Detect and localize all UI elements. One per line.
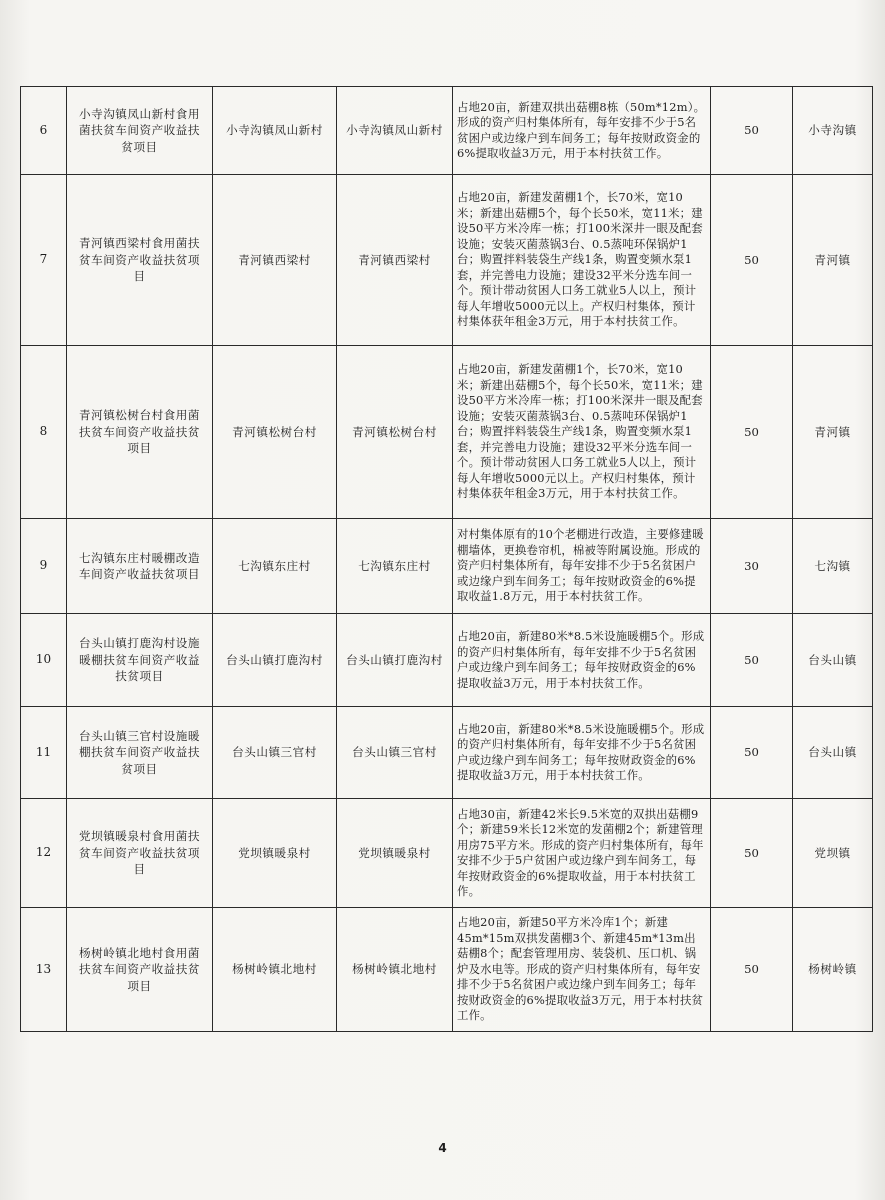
village-name: 杨树岭镇北地村 bbox=[213, 908, 337, 1032]
table-row bbox=[21, 908, 873, 1032]
village-name: 小寺沟镇凤山新村 bbox=[213, 87, 337, 175]
village-name: 党坝镇暖泉村 bbox=[213, 799, 337, 908]
fund-amount: 50 bbox=[711, 175, 793, 346]
table-row bbox=[21, 614, 873, 707]
table-row bbox=[21, 87, 873, 175]
row-number: 8 bbox=[21, 346, 67, 519]
responsible-town: 杨树岭镇 bbox=[793, 908, 873, 1032]
responsible-town: 青河镇 bbox=[793, 346, 873, 519]
fund-amount: 50 bbox=[711, 346, 793, 519]
fund-amount: 50 bbox=[711, 614, 793, 707]
responsible-town: 青河镇 bbox=[793, 175, 873, 346]
project-name: 青河镇松树台村食用菌扶贫车间资产收益扶贫项目 bbox=[67, 346, 213, 519]
project-name: 七沟镇东庄村暖棚改造车间资产收益扶贫项目 bbox=[67, 519, 213, 614]
project-name: 杨树岭镇北地村食用菌扶贫车间资产收益扶贫项目 bbox=[67, 908, 213, 1032]
row-number: 13 bbox=[21, 908, 67, 1032]
project-name: 青河镇西梁村食用菌扶贫车间资产收益扶贫项目 bbox=[67, 175, 213, 346]
village-name: 青河镇松树台村 bbox=[213, 346, 337, 519]
project-content: 占地30亩，新建42米长9.5米宽的双拱出菇棚9个；新建59米长12米宽的发菌棚2个；新建管理用房75平方米。形成的资产归村集体所有，每年安排不少于5户贫困户或边缘户到车间务工，每年按财政资金的6%提取收益，用于本村扶贫工作。 bbox=[453, 799, 711, 908]
project-content: 对村集体原有的10个老棚进行改造，主要修建暖棚墙体，更换卷帘机，棉被等附属设施。形成的资产归村集体所有，每年安排不少于5名贫困户或边缘户到车间务工；每年按财政资金的6%提取收益1.8万元，用于本村扶贫工作。 bbox=[453, 519, 711, 614]
village-name: 七沟镇东庄村 bbox=[213, 519, 337, 614]
row-number: 6 bbox=[21, 87, 67, 175]
row-number: 10 bbox=[21, 614, 67, 707]
village-name: 台头山镇三官村 bbox=[213, 707, 337, 799]
fund-amount: 30 bbox=[711, 519, 793, 614]
row-number: 12 bbox=[21, 799, 67, 908]
responsible-town: 台头山镇 bbox=[793, 707, 873, 799]
table-row bbox=[21, 799, 873, 908]
project-name: 台头山镇打鹿沟村设施暖棚扶贫车间资产收益扶贫项目 bbox=[67, 614, 213, 707]
row-number: 7 bbox=[21, 175, 67, 346]
responsible-town: 台头山镇 bbox=[793, 614, 873, 707]
owner-name: 青河镇西梁村 bbox=[337, 175, 453, 346]
project-content: 占地20亩，新建发菌棚1个，长70米，宽10米；新建出菇棚5个，每个长50米，宽11米；建设50平方米冷库一栋；打100米深井一眼及配套设施；安装灭菌蒸锅3台、0.5蒸吨环保锅炉1台；购置拌料装袋生产线1条，购置变频水泵1套，并完善电力设施；建设32平米分选车间一个。预计带动贫困人口务工就业5人以上，预计每人年增收5000元以上。产权归村集体，预计村集体获年租金3万元，用于本村扶贫工作。 bbox=[453, 175, 711, 346]
project-name: 台头山镇三官村设施暖棚扶贫车间资产收益扶贫项目 bbox=[67, 707, 213, 799]
project-content: 占地20亩，新建发菌棚1个，长70米，宽10米；新建出菇棚5个，每个长50米，宽11米；建设50平方米冷库一栋；打100米深井一眼及配套设施；安装灭菌蒸锅3台、0.5蒸吨环保锅炉1台；购置拌料装袋生产线1条，购置变频水泵1套，并完善电力设施；建设32平米分选车间一个。预计带动贫困人口务工就业5人以上，预计每人年增收5000元以上。产权归村集体，预计村集体获年租金3万元，用于本村扶贫工作。 bbox=[453, 346, 711, 519]
responsible-town: 党坝镇 bbox=[793, 799, 873, 908]
owner-name: 七沟镇东庄村 bbox=[337, 519, 453, 614]
project-content: 占地20亩，新建50平方米冷库1个；新建45m*15m双拱发菌棚3个、新建45m*13m出菇棚8个；配套管理用房、装袋机、压口机、锅炉及水电等。形成的资产归村集体所有，每年安排不少于5名贫困户或边缘户到车间务工；每年按财政资金的6%提取收益3万元，用于本村扶贫工作。 bbox=[453, 908, 711, 1032]
table-row bbox=[21, 519, 873, 614]
village-name: 青河镇西梁村 bbox=[213, 175, 337, 346]
project-name: 小寺沟镇凤山新村食用菌扶贫车间资产收益扶贫项目 bbox=[67, 87, 213, 175]
responsible-town: 小寺沟镇 bbox=[793, 87, 873, 175]
page-number: 4 bbox=[438, 1141, 447, 1155]
owner-name: 台头山镇三官村 bbox=[337, 707, 453, 799]
fund-amount: 50 bbox=[711, 87, 793, 175]
project-content: 占地20亩，新建双拱出菇棚8栋（50m*12m）。形成的资产归村集体所有，每年安排不少于5名贫困户或边缘户到车间务工；每年按财政资金的6%提取收益3万元，用于本村扶贫工作。 bbox=[453, 87, 711, 175]
table-row bbox=[21, 346, 873, 519]
owner-name: 小寺沟镇凤山新村 bbox=[337, 87, 453, 175]
project-table bbox=[20, 86, 873, 1032]
table-row bbox=[21, 707, 873, 799]
village-name: 台头山镇打鹿沟村 bbox=[213, 614, 337, 707]
project-content: 占地20亩，新建80米*8.5米设施暖棚5个。形成的资产归村集体所有，每年安排不少于5名贫困户或边缘户到车间务工；每年按财政资金的6%提取收益3万元，用于本村扶贫工作。 bbox=[453, 707, 711, 799]
owner-name: 青河镇松树台村 bbox=[337, 346, 453, 519]
table-row bbox=[21, 175, 873, 346]
owner-name: 台头山镇打鹿沟村 bbox=[337, 614, 453, 707]
fund-amount: 50 bbox=[711, 908, 793, 1032]
fund-amount: 50 bbox=[711, 799, 793, 908]
owner-name: 党坝镇暖泉村 bbox=[337, 799, 453, 908]
responsible-town: 七沟镇 bbox=[793, 519, 873, 614]
owner-name: 杨树岭镇北地村 bbox=[337, 908, 453, 1032]
fund-amount: 50 bbox=[711, 707, 793, 799]
project-content: 占地20亩，新建80米*8.5米设施暖棚5个。形成的资产归村集体所有，每年安排不少于5名贫困户或边缘户到车间务工；每年按财政资金的6%提取收益3万元，用于本村扶贫工作。 bbox=[453, 614, 711, 707]
project-name: 党坝镇暖泉村食用菌扶贫车间资产收益扶贫项目 bbox=[67, 799, 213, 908]
row-number: 11 bbox=[21, 707, 67, 799]
row-number: 9 bbox=[21, 519, 67, 614]
